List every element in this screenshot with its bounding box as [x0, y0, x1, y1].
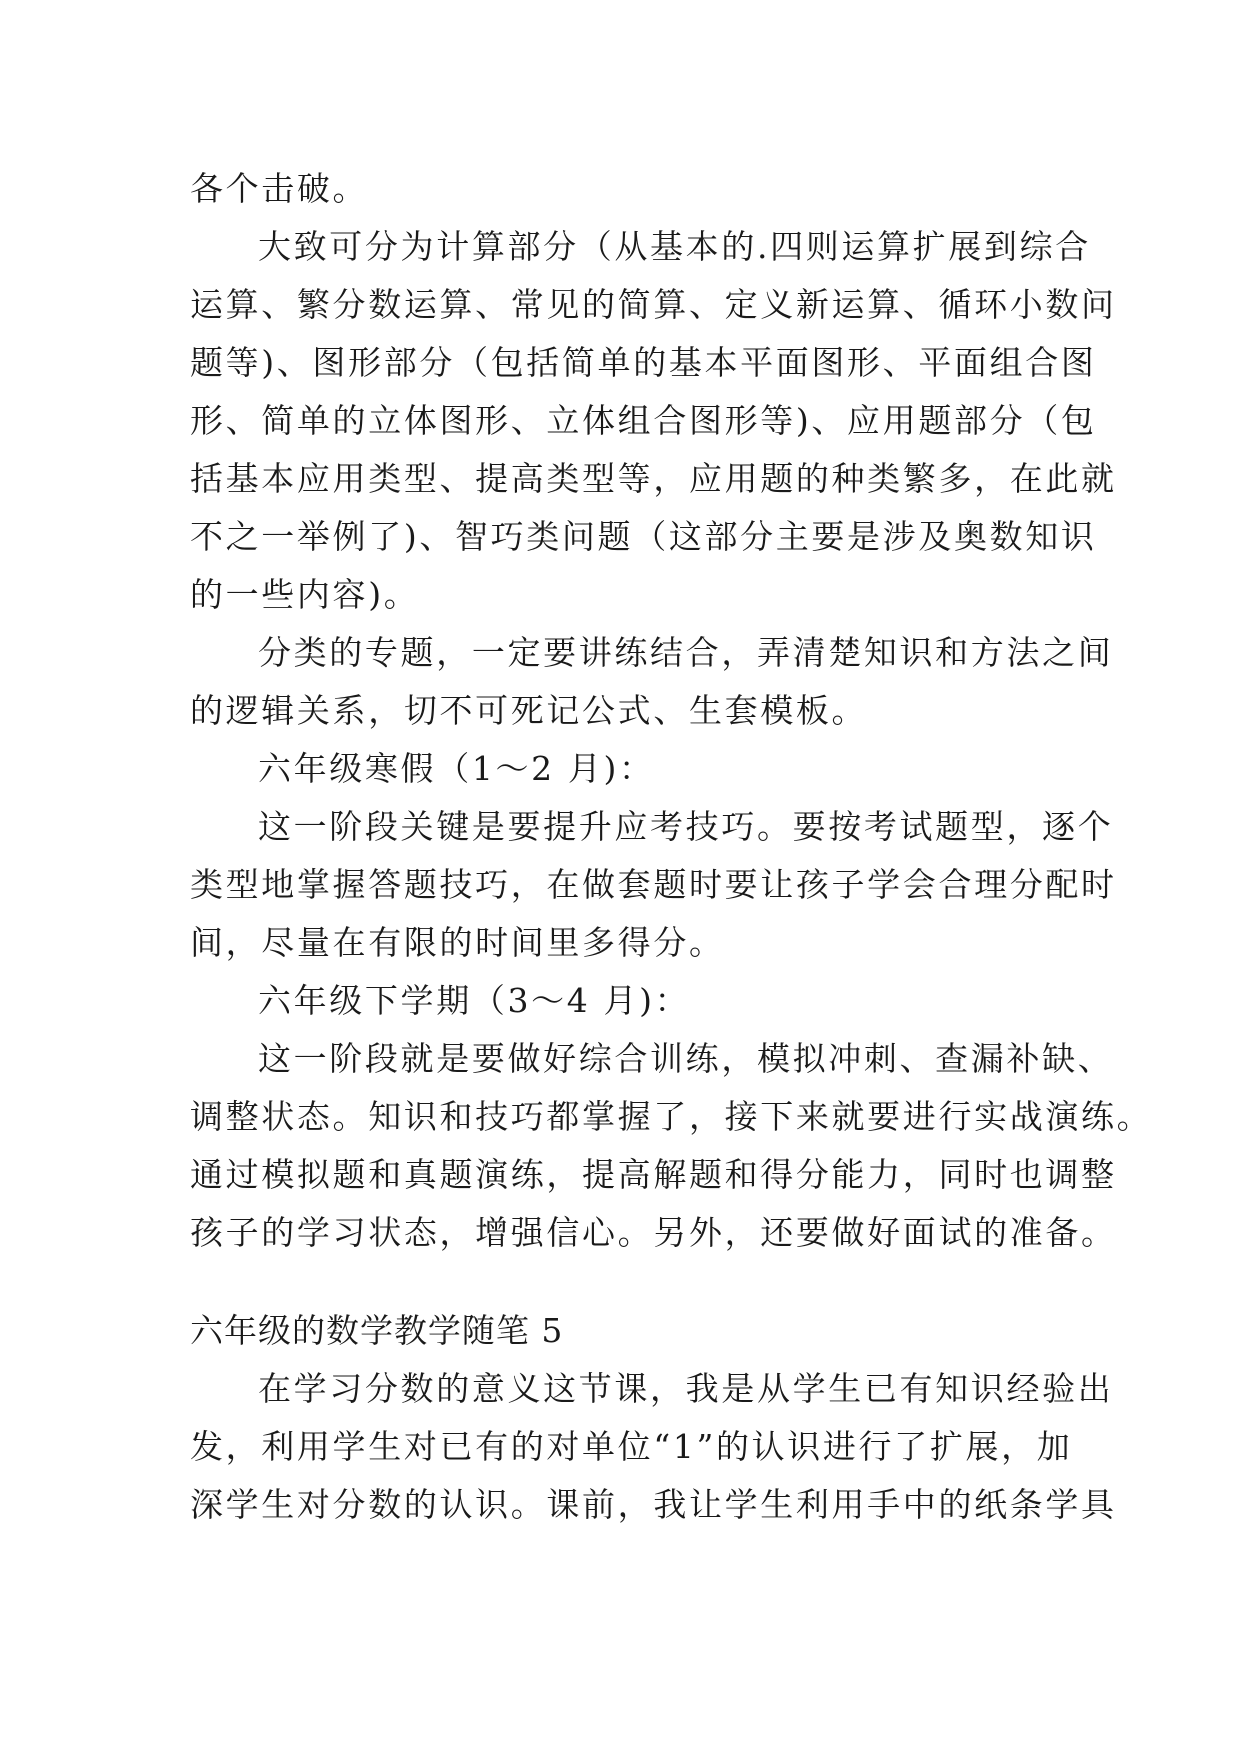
paragraph-line: 间，尽量在有限的时间里多得分。	[190, 923, 725, 962]
paragraph-line: 括基本应用类型、提高类型等，应用题的种类繁多，在此就	[190, 459, 1117, 498]
paragraph-line: 通过模拟题和真题演练，提高解题和得分能力，同时也调整	[190, 1155, 1117, 1194]
paragraph-line: 调整状态。知识和技巧都掌握了，接下来就要进行实战演练。	[190, 1097, 1153, 1136]
paragraph-line: 的一些内容)。	[190, 575, 420, 614]
paragraph-line: 发，利用学生对已有的对单位“1”的认识进行了扩展，加	[190, 1427, 1073, 1466]
paragraph-line: 在学习分数的意义这节课，我是从学生已有知识经验出	[258, 1369, 1114, 1408]
paragraph-line: 孩子的学习状态，增强信心。另外，还要做好面试的准备。	[190, 1213, 1117, 1252]
document-page	[190, 160, 1153, 1534]
paragraph-line: 的逻辑关系，切不可死记公式、生套模板。	[190, 691, 868, 730]
paragraph-line: 六年级下学期（3～4 月)：	[258, 981, 691, 1020]
paragraph-line: 形、简单的立体图形、立体组合图形等)、应用题部分（包	[190, 401, 1097, 440]
paragraph-line: 大致可分为计算部分（从基本的.四则运算扩展到综合	[258, 227, 1091, 266]
paragraph-line: 分类的专题，一定要讲练结合，弄清楚知识和方法之间	[258, 633, 1114, 672]
paragraph-line: 这一阶段就是要做好综合训练，模拟冲刺、查漏补缺、	[258, 1039, 1114, 1078]
paragraph-line: 六年级寒假（1～2 月)：	[258, 749, 655, 788]
paragraph-line: 深学生对分数的认识。课前，我让学生利用手中的纸条学具	[190, 1485, 1117, 1524]
paragraph-line: 题等)、图形部分（包括简单的基本平面图形、平面组合图	[190, 343, 1097, 382]
paragraph-line: 运算、繁分数运算、常见的简算、定义新运算、循环小数问	[190, 285, 1117, 324]
document-body	[190, 160, 1153, 1262]
section-title: 六年级的数学教学随笔 5	[190, 1311, 564, 1350]
paragraph-line: 这一阶段关键是要提升应考技巧。要按考试题型，逐个	[258, 807, 1114, 846]
section-body	[190, 1360, 1117, 1534]
paragraph-line: 不之一举例了)、智巧类问题（这部分主要是涉及奥数知识	[190, 517, 1097, 556]
paragraph-line: 各个击破。	[190, 169, 369, 208]
paragraph-line: 类型地掌握答题技巧，在做套题时要让孩子学会合理分配时	[190, 865, 1117, 904]
section-gap	[190, 1262, 1065, 1302]
